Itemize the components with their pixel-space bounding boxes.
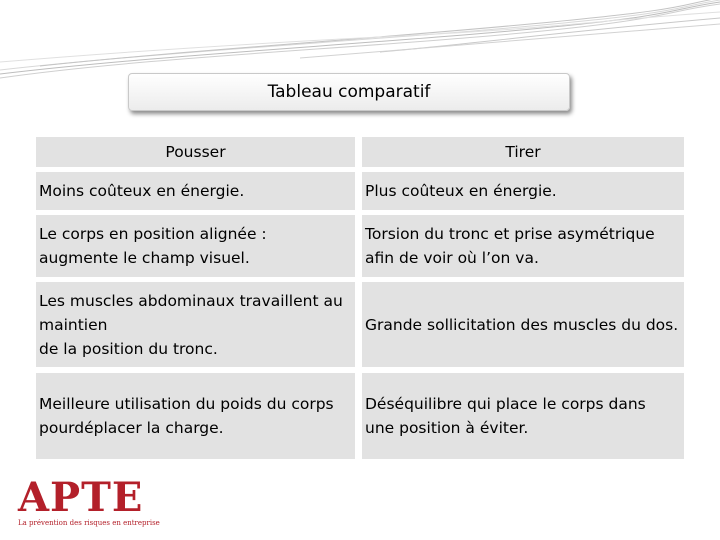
cell-text: Le corps en position alignée : augmente le champ visuel. [39,225,267,267]
table-cell [362,373,684,459]
slide-title-box [128,73,570,111]
table-cell [36,373,355,459]
table-cell [36,215,355,277]
cell-text: Meilleure utilisation du poids du corps pourdéplacer la charge. [39,395,334,437]
cell-text: Les muscles abdominaux travaillent au maintien de la position du tronc. [39,291,343,358]
logo-tagline: La prévention des risques en entreprise [18,519,160,527]
comparison-table [36,137,684,459]
slide-title: Tableau comparatif [267,82,431,102]
logo-wordmark: APTE [18,474,144,521]
header-label: Pousser [165,143,226,161]
cell-text: Déséquilibre qui place le corps dans une position à éviter. [365,395,646,437]
cell-text: Moins coûteux en énergie. [39,182,245,200]
cell-text: Grande sollicitation des muscles du dos. [365,315,679,334]
cell-text: Torsion du tronc et prise asymétrique afin de voir où l’on va. [365,225,655,267]
table-cell [362,282,684,367]
table-cell [362,172,684,210]
table-cell [36,172,355,210]
table-cell [362,215,684,277]
table-cell [36,282,355,367]
table-header-right [362,137,684,167]
header-label: Tirer [505,143,541,161]
table-header-left [36,137,355,167]
apte-logo [10,472,160,534]
cell-text: Plus coûteux en énergie. [365,182,557,200]
